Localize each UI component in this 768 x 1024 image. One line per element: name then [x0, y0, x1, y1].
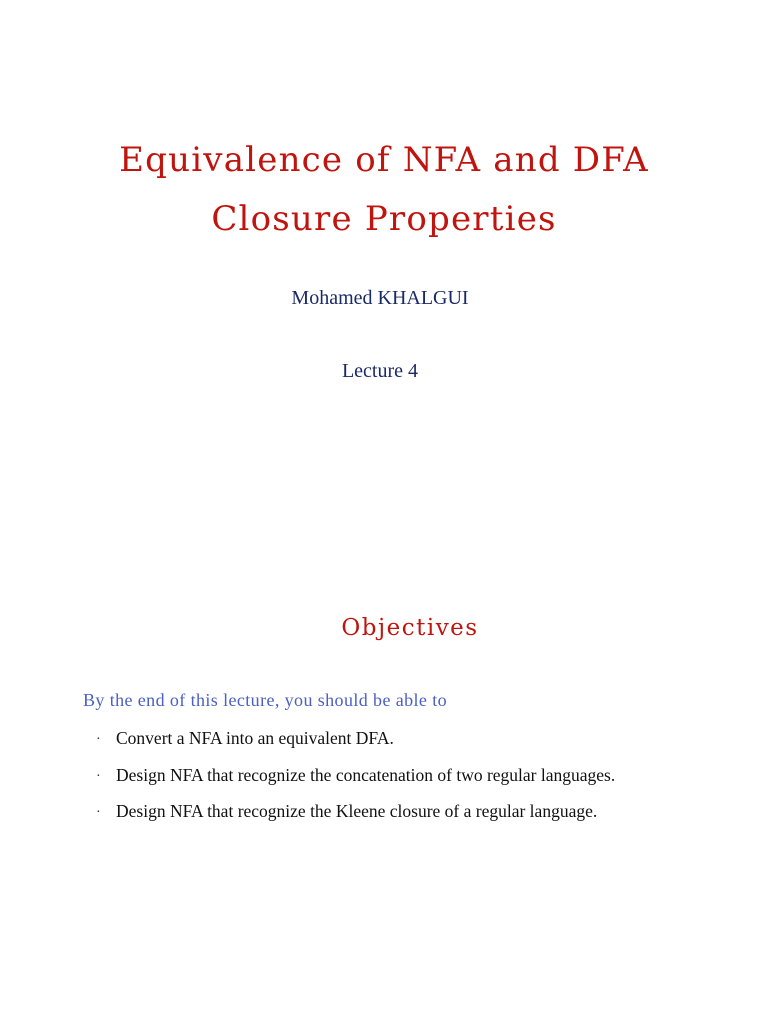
- bullet-icon: ·: [96, 805, 101, 820]
- objective-text: Design NFA that recognize the concatenation of two regular languages.: [116, 764, 616, 785]
- objectives-list: [96, 728, 615, 838]
- author-name: Mohamed KHALGUI: [291, 287, 469, 309]
- objectives-intro: By the end of this lecture, you should be able to: [83, 690, 448, 710]
- objective-item: [96, 765, 615, 802]
- lecture-number: Lecture 4: [341, 360, 419, 382]
- objectives-heading: Objectives: [341, 615, 479, 641]
- bullet-icon: ·: [96, 768, 101, 784]
- title-line-1: Equivalence of NFA and DFA: [119, 140, 649, 180]
- objective-text: Convert a NFA into an equivalent DFA.: [116, 728, 394, 748]
- title-line-2: Closure Properties: [211, 199, 557, 239]
- objective-item: [96, 728, 615, 765]
- objective-item: [96, 801, 615, 838]
- bullet-icon: ·: [96, 732, 101, 747]
- objective-text: Design NFA that recognize the Kleene closure of a regular language.: [116, 801, 598, 821]
